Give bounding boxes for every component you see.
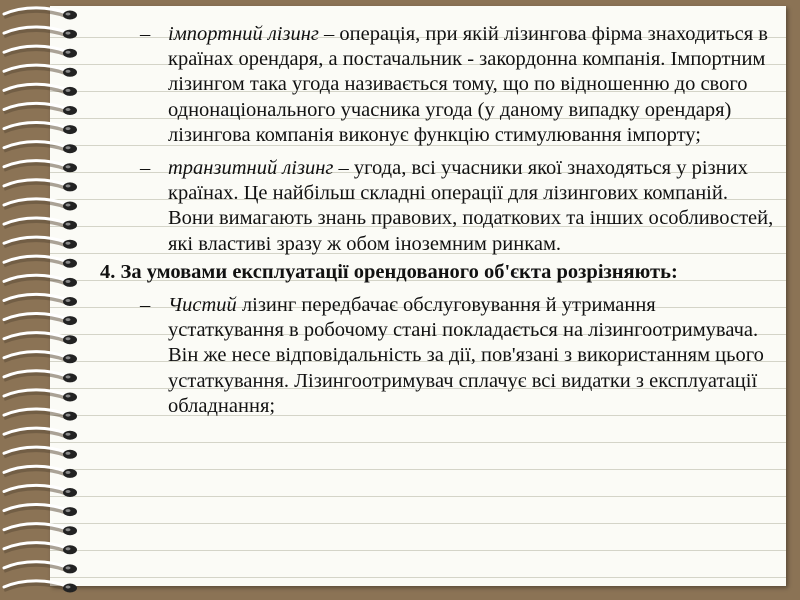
term-import-leasing: імпортний лізинг bbox=[168, 23, 319, 45]
spiral-ring bbox=[4, 333, 77, 345]
list-item-import-leasing bbox=[100, 22, 775, 148]
spiral-ring bbox=[4, 8, 77, 20]
section-heading: 4. За умовами експлуатації орендованого об'єкта розрізняють: bbox=[100, 260, 678, 283]
spiral-ring bbox=[4, 237, 77, 249]
spiral-ring bbox=[4, 485, 77, 497]
dash-bullet: – bbox=[140, 294, 151, 317]
definition-net-leasing: лізинг передбачає обслуговування й утримання устаткування в робочому стані покладається на лізингоотримувача. Він же несе відповідальність за дії, пов'язані з використанням цього устаткування. Лізингоотримувач сплачує всі видатки з експлуатації обладнання; bbox=[168, 294, 764, 417]
list-item-net-leasing bbox=[100, 293, 775, 419]
spiral-ring bbox=[4, 103, 77, 115]
spiral-ring bbox=[4, 218, 77, 230]
spiral-ring bbox=[4, 447, 77, 459]
spiral-ring bbox=[4, 562, 77, 574]
spiral-ring bbox=[4, 390, 77, 402]
spiral-ring bbox=[4, 581, 77, 593]
spiral-ring bbox=[4, 27, 77, 39]
spiral-binding bbox=[0, 0, 90, 600]
definition-import-leasing: – операція, при якій лізингова фірма знаходиться в країнах орендаря, а постачальник - закордонна компанія. Імпортним лізингом така угода називається тому, що по відношенню до свого однонаціонального учасника угода (у даному випадку орендаря) лізингова компанія виконує функцію стимулювання імпорту; bbox=[168, 23, 768, 146]
spiral-ring bbox=[4, 313, 77, 325]
spiral-ring bbox=[4, 294, 77, 306]
spiral-ring bbox=[4, 466, 77, 478]
spiral-ring bbox=[4, 84, 77, 96]
list-item-transit-leasing bbox=[100, 156, 775, 257]
spiral-ring bbox=[4, 161, 77, 173]
spiral-ring bbox=[4, 409, 77, 421]
dash-bullet: – bbox=[140, 23, 151, 45]
spiral-ring bbox=[4, 256, 77, 268]
term-transit-leasing: транзитний лізинг bbox=[168, 157, 334, 180]
spiral-ring bbox=[4, 65, 77, 77]
spiral-ring bbox=[4, 46, 77, 58]
spiral-ring bbox=[4, 428, 77, 440]
spiral-ring bbox=[4, 352, 77, 364]
slide-text bbox=[100, 22, 775, 419]
spiral-ring bbox=[4, 371, 77, 383]
term-net-leasing: Чистий bbox=[168, 294, 237, 317]
spiral-ring bbox=[4, 504, 77, 516]
spiral-ring bbox=[4, 142, 77, 154]
spiral-ring bbox=[4, 524, 77, 536]
spiral-ring bbox=[4, 122, 77, 134]
spiral-ring bbox=[4, 180, 77, 192]
spiral-ring bbox=[4, 275, 77, 287]
definition-transit-leasing: – угода, всі учасники якої знаходяться у різних країнах. Це найбільш складні операції для лізингових компаній. Вони вимагають знань правових, податкових та інших особливостей, які властиві зразу ж обом іноземним ринкам. bbox=[168, 157, 774, 255]
spiral-ring bbox=[4, 543, 77, 555]
dash-bullet: – bbox=[140, 157, 151, 180]
spiral-ring bbox=[4, 199, 77, 211]
